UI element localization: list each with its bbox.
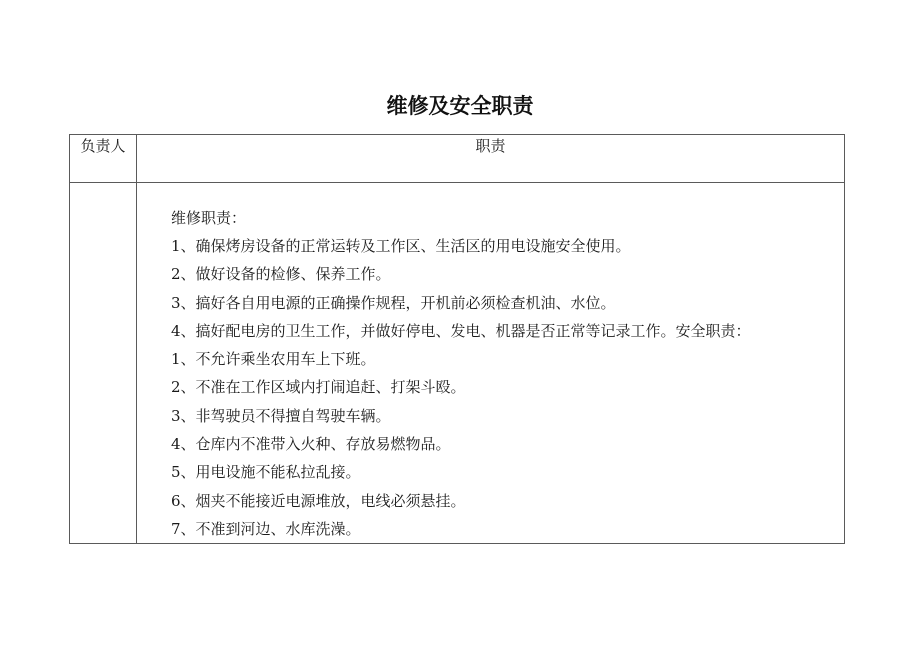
page-title: 维修及安全职责 bbox=[386, 94, 534, 118]
duty-line: 2、不准在工作区域内打闹追赶、打架斗殴。 bbox=[171, 378, 466, 397]
maintenance-duties-heading: 维修职责： bbox=[171, 209, 247, 227]
responsible-cell bbox=[70, 183, 137, 544]
duty-line: 4、仓库内不准带入火种、存放易燃物品。 bbox=[171, 435, 451, 454]
duty-line: 3、搞好各自用电源的正确操作规程，开机前必须检查机油、水位。 bbox=[171, 293, 616, 312]
duty-table bbox=[69, 134, 845, 544]
duty-line: 4、搞好配电房的卫生工作，并做好停电、发电、机器是否正常等记录工作。安全职责： bbox=[171, 321, 751, 340]
duty-line: 2、做好设备的检修、保养工作。 bbox=[171, 265, 391, 284]
duty-line: 3、非驾驶员不得擅自驾驶车辆。 bbox=[171, 406, 391, 425]
duty-line: 1、确保烤房设备的正常运转及工作区、生活区的用电设施安全使用。 bbox=[171, 237, 631, 255]
table-row bbox=[70, 183, 845, 544]
table-header-row bbox=[70, 135, 845, 183]
duty-line: 6、烟夹不能接近电源堆放，电线必须悬挂。 bbox=[171, 491, 466, 510]
duty-line: 5、用电设施不能私拉乱接。 bbox=[171, 463, 361, 482]
duties-content bbox=[137, 183, 844, 543]
header-responsible: 负责人 bbox=[70, 135, 137, 183]
duty-line: 7、不准到河边、水库洗澡。 bbox=[171, 519, 361, 538]
duties-cell bbox=[137, 183, 845, 544]
duty-line: 1、不允许乘坐农用车上下班。 bbox=[171, 350, 376, 369]
header-duties: 职责 bbox=[137, 135, 845, 183]
